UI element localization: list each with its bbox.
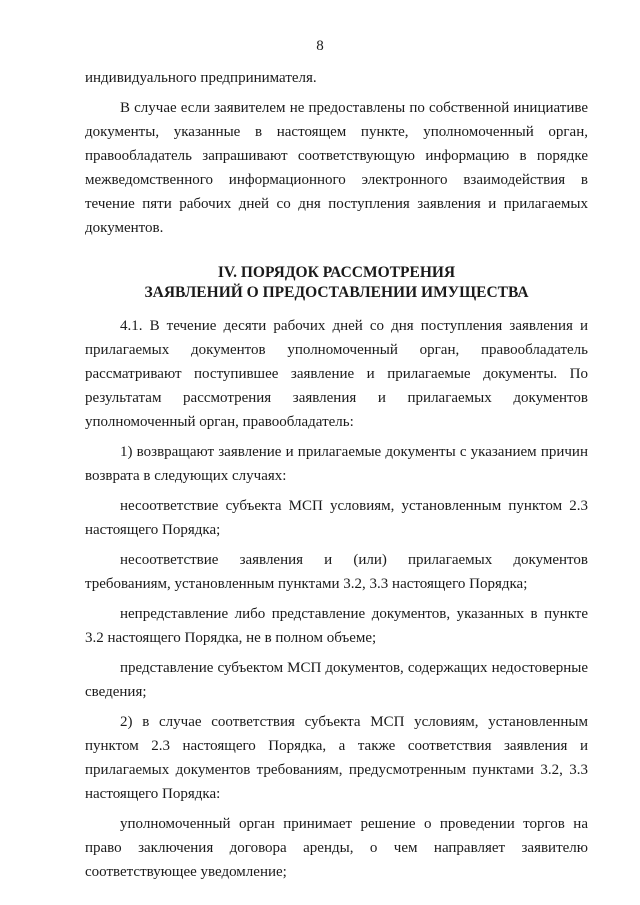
paragraph-item-1: 1) возвращают заявление и прилагаемые документы с указанием причин возврата в следующих случаях: [85, 444, 588, 484]
paragraph-documents-request: В случае если заявителем не предоставлены по собственной инициативе документы, указанные в настоящем пункте, уполномоченный орган, правообладатель запрашивают соответствующую информацию в порядке межведомственного информационного электронного взаимодействия в течение пяти рабочих дней со дня поступления заявления и прилагаемых документов. [85, 100, 588, 236]
paragraph-auction-decision: уполномоченный орган принимает решение о проведении торгов на право заключения договора аренды, о чем направляет заявителю соответствующее уведомление; [85, 816, 588, 880]
document-body [85, 66, 588, 884]
paragraph-case-false-information: представление субъектом МСП документов, содержащих недостоверные сведения; [85, 660, 588, 700]
paragraph-case-incomplete-documents: непредставление либо представление документов, указанных в пункте 3.2 настоящего Порядка, не в полном объеме; [85, 606, 588, 646]
paragraph-4-1: 4.1. В течение десяти рабочих дней со дня поступления заявления и прилагаемых документов уполномоченный орган, правообладатель рассматривают поступившее заявление и прилагаемые документы. По результатам рассмотрения заявления и прилагаемых документов уполномоченный орган, правообладатель: [85, 318, 588, 430]
section-heading-line-2: ЗАЯВЛЕНИЙ О ПРЕДОСТАВЛЕНИИ ИМУЩЕСТВА [144, 284, 529, 301]
paragraph-case-smp-mismatch: несоответствие субъекта МСП условиям, установленным пунктом 2.3 настоящего Порядка; [85, 498, 588, 538]
section-heading [85, 263, 588, 303]
paragraph-case-documents-mismatch: несоответствие заявления и (или) прилагаемых документов требованиям, установленным пунктами 3.2, 3.3 настоящего Порядка; [85, 552, 588, 592]
paragraph-continuation: индивидуального предпринимателя. [85, 70, 317, 86]
paragraph-item-2: 2) в случае соответствия субъекта МСП условиям, установленным пунктом 2.3 настоящего Порядка, а также соответствия заявления и прилагаемых документов требованиям, предусмотренным пунктами 3.2, 3.3 настоящего Порядка: [85, 714, 588, 802]
page-number: 8 [316, 38, 324, 54]
section-heading-line-1: IV. ПОРЯДОК РАССМОТРЕНИЯ [217, 264, 456, 281]
